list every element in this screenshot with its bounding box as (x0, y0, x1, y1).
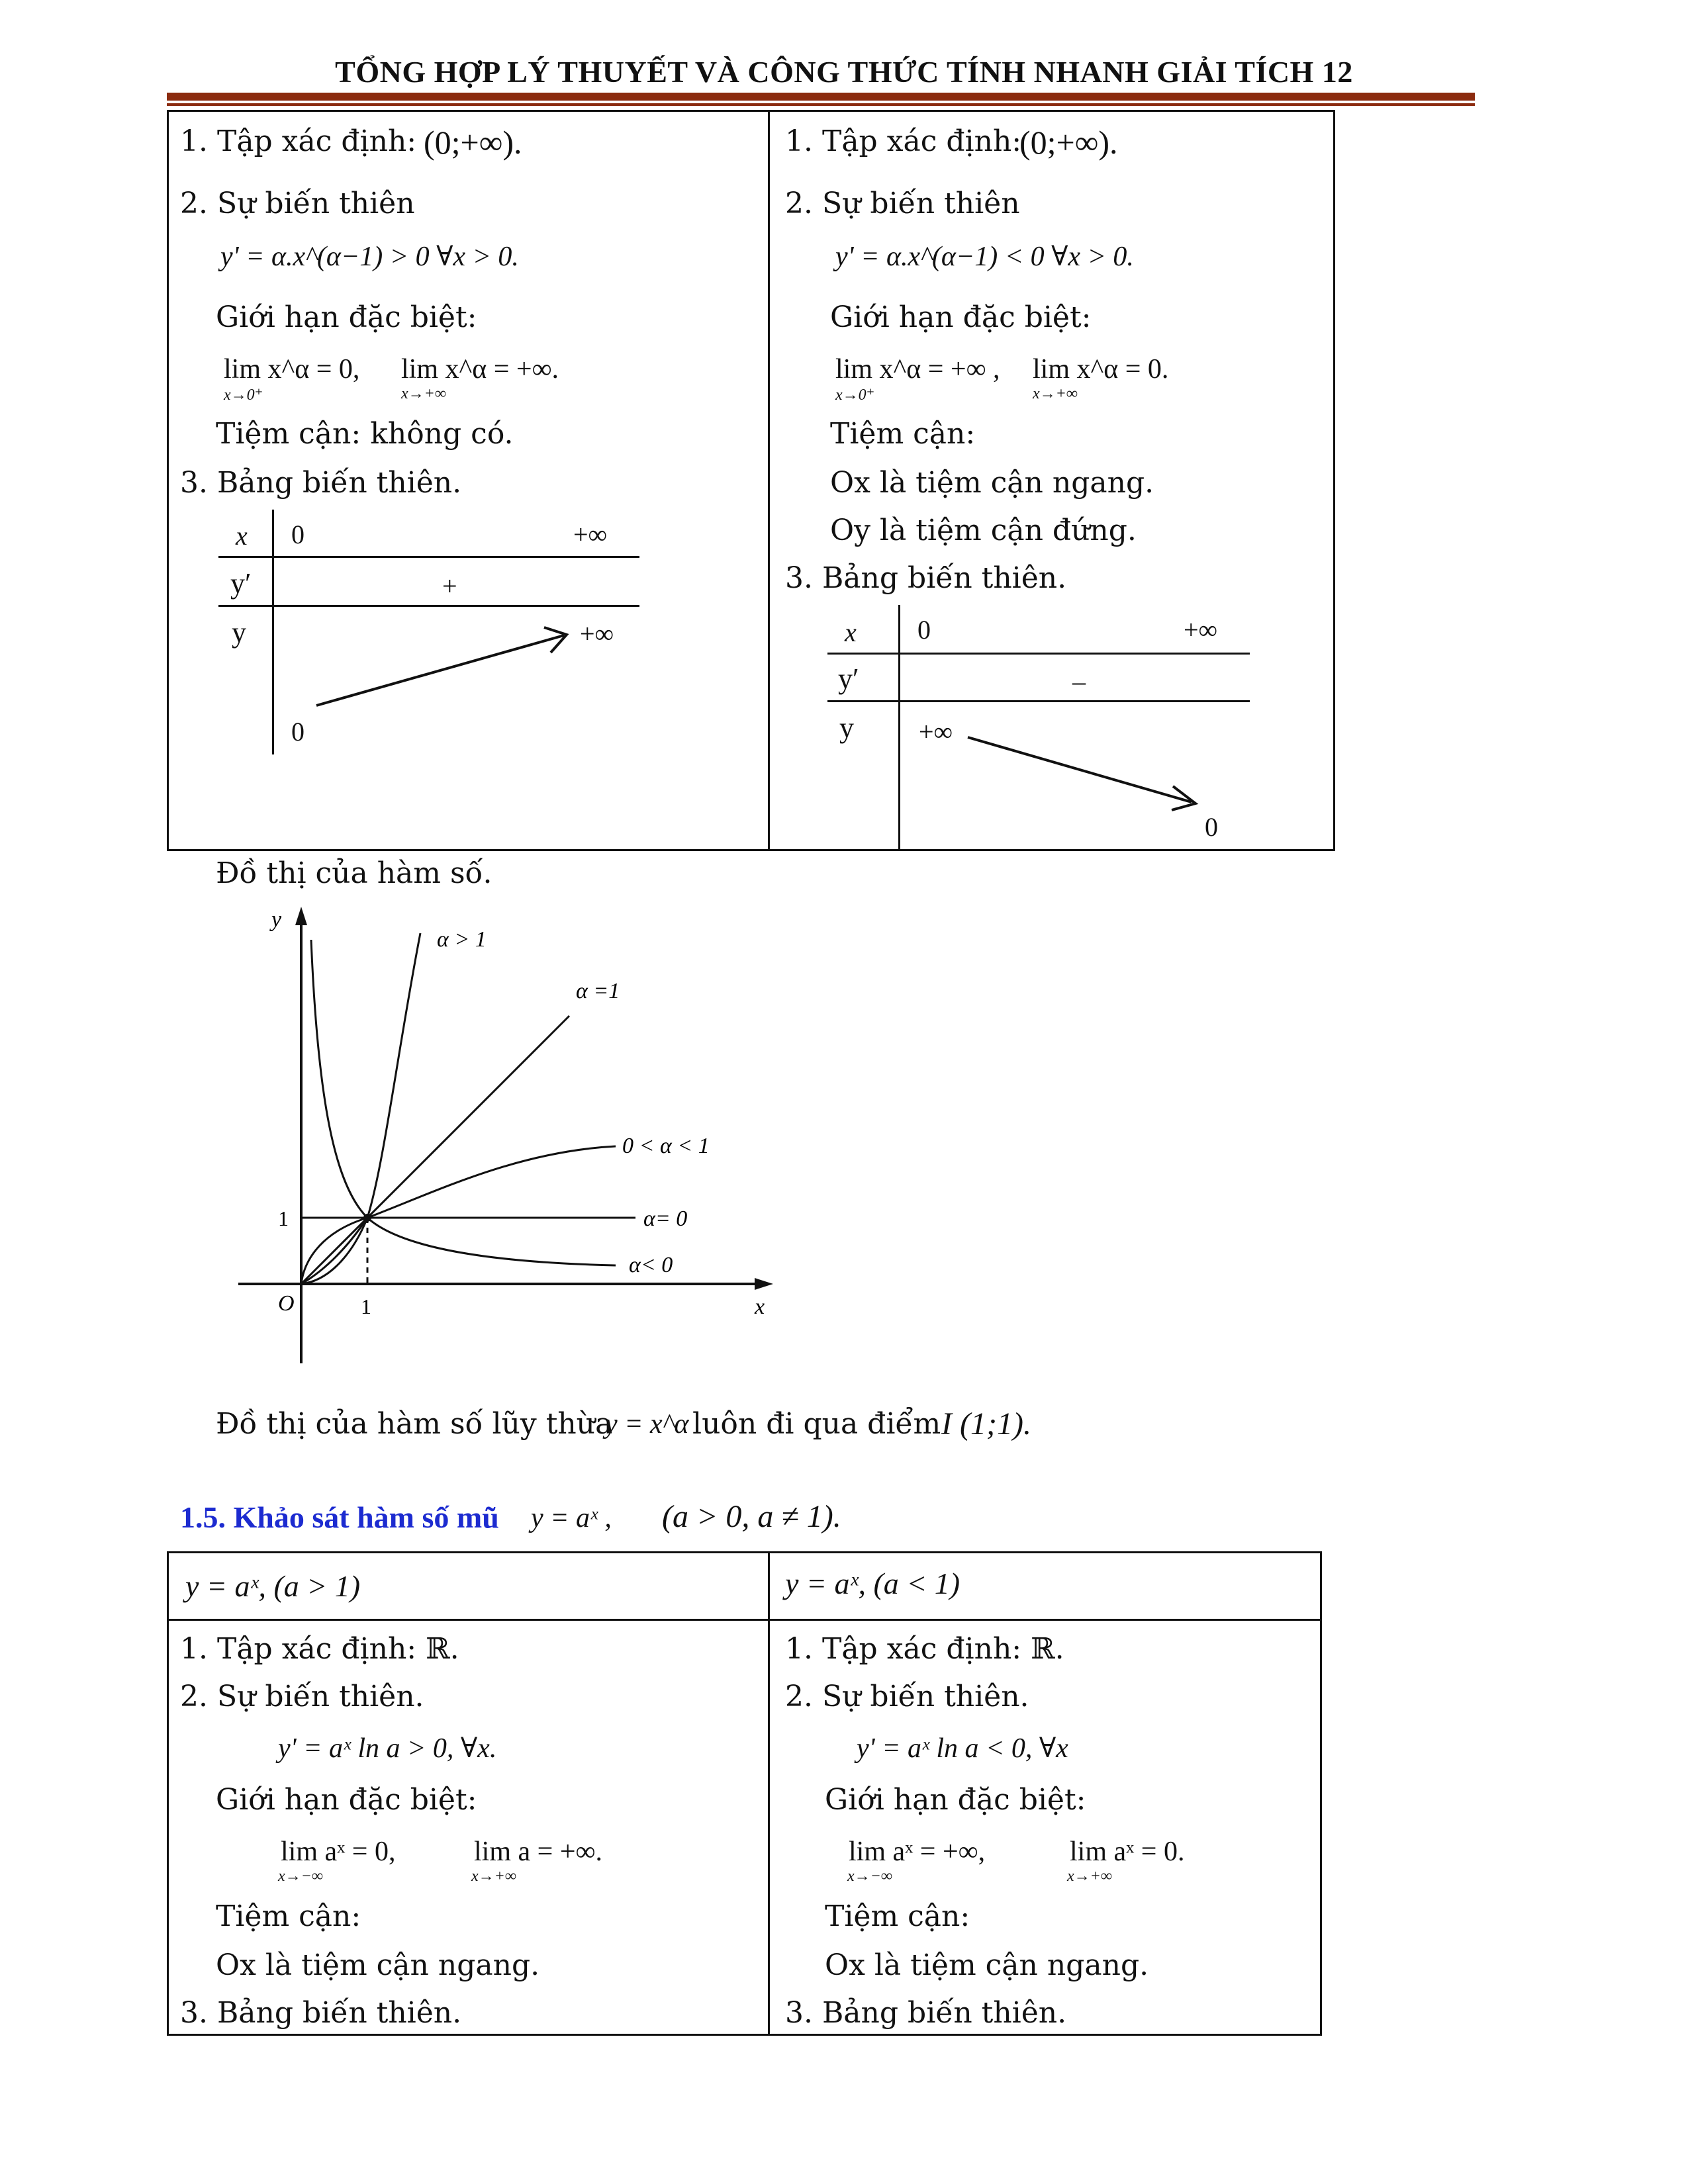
y-one-label: 1 (278, 1206, 289, 1230)
label-alpha-gt-1: α > 1 (437, 927, 487, 952)
curve-alpha-gt-1 (301, 933, 420, 1284)
t1l-table-label: 3. Bảng biến thiên. (180, 466, 462, 500)
t1r-variation-label: 2. Sự biến thiên (785, 187, 1020, 220)
t1l-bbt-x0: 0 (291, 520, 305, 549)
t2r-variation-label: 2. Sự biến thiên. (785, 1680, 1029, 1713)
t1r-domain-value: (0;+∞). (1019, 124, 1118, 161)
y-axis-arrow-icon (295, 907, 307, 925)
t1l-bbt-arrow-increasing (305, 622, 583, 715)
t1r-derivative: y' = α.x^(α−1) < 0 ∀x > 0. (835, 242, 1134, 272)
t1r-domain-label: 1. Tập xác định: (785, 124, 1022, 158)
t2l-head: y = aˣ, (a > 1) (185, 1569, 361, 1603)
t1r-bbt-arrow-decreasing (960, 721, 1211, 814)
label-alpha-0: α= 0 (643, 1206, 688, 1231)
y-axis-label: y (271, 907, 282, 932)
t1l-limit1-sub: x→0⁺ (224, 387, 263, 404)
t1r-bbt-x0: 0 (917, 615, 931, 645)
t2l-asym1: Ox là tiệm cận ngang. (216, 1948, 540, 1982)
t1l-bbt-rule1 (218, 556, 639, 558)
note-point: I (1;1). (941, 1406, 1031, 1441)
section-1-5-formula: y = aˣ , (531, 1503, 612, 1533)
t1l-bbt-yp: y′ (230, 567, 252, 600)
t2r-asymptote: Tiệm cận: (825, 1899, 970, 1933)
t1l-limits-label: Giới hạn đặc biệt: (216, 300, 477, 334)
t1l-domain-label: 1. Tập xác định: (180, 124, 417, 158)
page-header-title: TỔNG HỢP LÝ THUYẾT VÀ CÔNG THỨC TÍNH NHANH GIẢI TÍCH 12 (335, 55, 1353, 89)
t2r-limit1: lim aˣ = +∞, (849, 1837, 986, 1867)
t1r-asym2: Oy là tiệm cận đứng. (830, 514, 1137, 547)
t2l-variation-label: 2. Sự biến thiên. (180, 1680, 424, 1713)
t1l-bbt-vline (272, 510, 274, 754)
t1r-limit1-sub: x→0⁺ (835, 387, 875, 404)
x-axis-label: x (755, 1295, 765, 1319)
t2l-limit1: lim aˣ = 0, (281, 1837, 396, 1867)
t1l-limit2: lim x^α = +∞. (401, 354, 559, 385)
note-text: Đồ thị của hàm số lũy thừa (216, 1407, 613, 1441)
t1r-limit2: lim x^α = 0. (1033, 354, 1169, 385)
x-one-label: 1 (361, 1295, 371, 1318)
t2r-derivative: y' = aˣ ln a < 0, ∀x (857, 1733, 1068, 1764)
t1r-asym1: Ox là tiệm cận ngang. (830, 466, 1154, 500)
t1r-bbt-y: y (839, 711, 854, 744)
power-function-graph (225, 900, 821, 1377)
t1l-asymptote: Tiệm cận: không có. (216, 417, 514, 451)
t1r-asymptote: Tiệm cận: (830, 417, 976, 451)
t1l-bbt-y: y (232, 616, 246, 649)
t1l-limit1: lim x^α = 0, (224, 354, 360, 385)
t1r-table-label: 3. Bảng biến thiên. (785, 561, 1067, 595)
label-alpha-1: α =1 (576, 979, 620, 1003)
label-alpha-lt-0: α< 0 (629, 1253, 673, 1277)
t1r-bbt-rule1 (827, 653, 1250, 655)
t2l-limit2-sub: x→+∞ (471, 1868, 516, 1885)
t2l-limit1-sub: x→−∞ (278, 1868, 323, 1885)
t1r-bbt-ytop: +∞ (919, 717, 953, 747)
t1l-bbt-xinf: +∞ (573, 520, 608, 549)
curve-alpha-lt-0 (311, 940, 616, 1265)
t1l-variation-label: 2. Sự biến thiên (180, 187, 415, 220)
t1l-derivative: y' = α.x^(α−1) > 0 ∀x > 0. (220, 242, 519, 272)
t2r-asym1: Ox là tiệm cận ngang. (825, 1948, 1149, 1982)
table2-header-rule (167, 1619, 1322, 1621)
note-formula: y = x^α (605, 1409, 689, 1439)
t2r-domain: 1. Tập xác định: ℝ. (785, 1632, 1064, 1666)
t1l-bbt-sign: + (442, 571, 457, 601)
t1r-bbt-ybottom: 0 (1205, 812, 1218, 842)
t2l-asymptote: Tiệm cận: (216, 1899, 361, 1933)
t2r-limit2-sub: x→+∞ (1067, 1868, 1112, 1885)
table2-divider (768, 1551, 770, 2036)
t1r-limits-label: Giới hạn đặc biệt: (830, 300, 1092, 334)
t2r-table-label: 3. Bảng biến thiên. (785, 1996, 1067, 2030)
t1r-bbt-sign: – (1072, 666, 1086, 696)
section-1-5-title: 1.5. Khảo sát hàm số mũ (180, 1500, 499, 1534)
t1l-bbt-rule2 (218, 605, 639, 607)
x-axis-arrow-icon (755, 1278, 773, 1290)
t1r-bbt-yp: y′ (838, 662, 859, 695)
t1r-limit2-sub: x→+∞ (1033, 385, 1078, 402)
t1r-bbt-x: x (845, 617, 857, 647)
t1l-bbt-ytop: +∞ (580, 619, 614, 649)
label-alpha-between: 0 < α < 1 (622, 1134, 710, 1158)
note-text2: luôn đi qua điểm (692, 1407, 941, 1441)
graph-caption: Đồ thị của hàm số. (216, 856, 492, 890)
t2l-limit2: lim a = +∞. (474, 1837, 602, 1867)
t1l-bbt-ybottom: 0 (291, 717, 305, 747)
t2r-head: y = aˣ, (a < 1) (785, 1567, 961, 1600)
header-rule-thick (167, 93, 1475, 101)
section-1-5-condition: (a > 0, a ≠ 1). (662, 1499, 841, 1534)
t2r-limit1-sub: x→−∞ (847, 1868, 892, 1885)
t1r-bbt-vline (898, 605, 900, 851)
t1r-bbt-xinf: +∞ (1184, 615, 1218, 645)
t1r-limit1: lim x^α = +∞ , (835, 354, 1000, 385)
t2l-table-label: 3. Bảng biến thiên. (180, 1996, 462, 2030)
t1l-bbt-x: x (236, 521, 248, 551)
t2r-limits-label: Giới hạn đặc biệt: (825, 1783, 1086, 1817)
t2l-domain: 1. Tập xác định: ℝ. (180, 1632, 459, 1666)
t2r-limit2: lim aˣ = 0. (1070, 1837, 1185, 1867)
t1r-bbt-rule2 (827, 700, 1250, 702)
header-rule-thin (167, 103, 1475, 106)
table1-divider (768, 110, 770, 851)
t2l-limits-label: Giới hạn đặc biệt: (216, 1783, 477, 1817)
curve-alpha-1 (301, 1016, 569, 1284)
t1l-limit2-sub: x→+∞ (401, 385, 446, 402)
t1l-domain-value: (0;+∞). (424, 124, 522, 161)
t2l-derivative: y' = aˣ ln a > 0, ∀x. (278, 1733, 497, 1764)
origin-label: O (278, 1291, 295, 1316)
